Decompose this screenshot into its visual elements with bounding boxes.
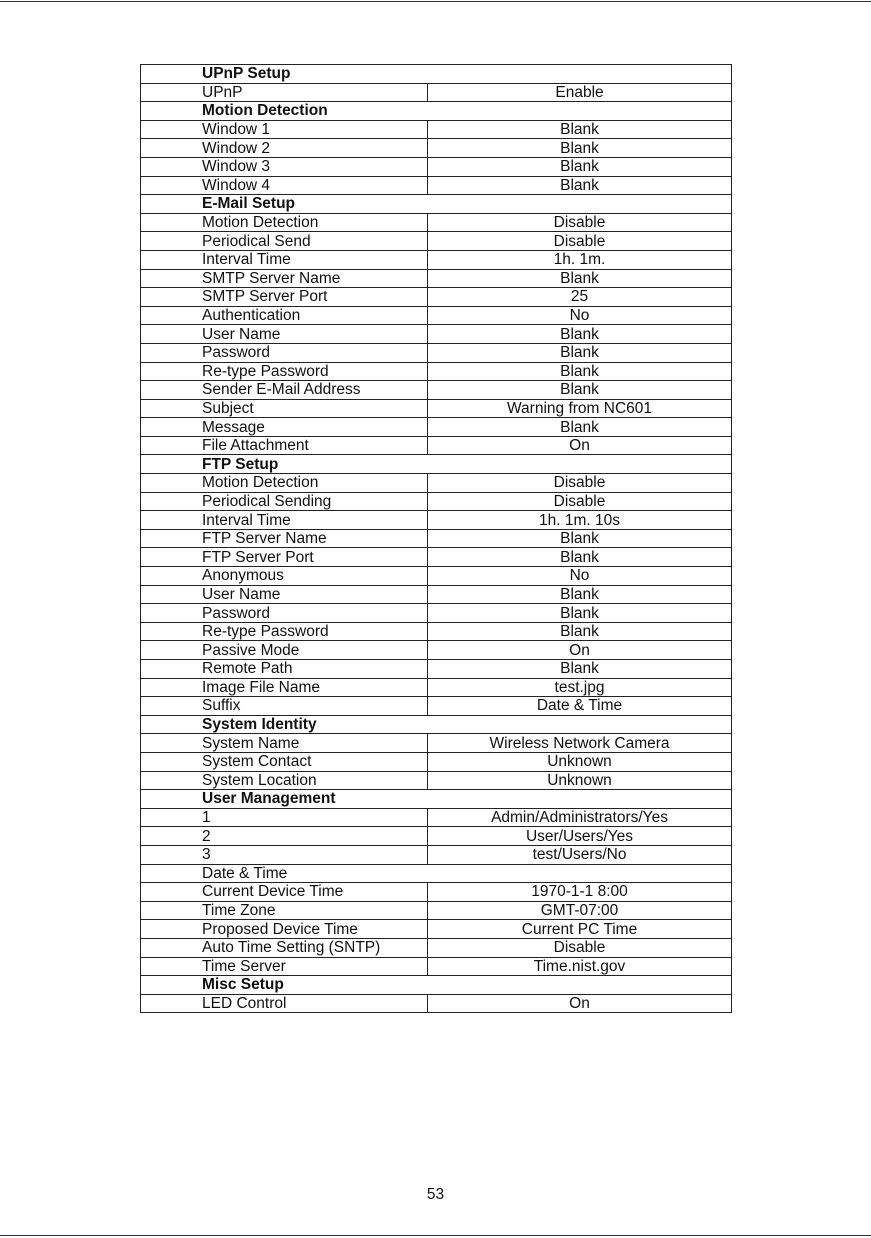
- table-row: [141, 325, 732, 344]
- table-row: [141, 938, 732, 957]
- setting-value: Blank: [428, 660, 732, 679]
- setting-value: Unknown: [428, 752, 732, 771]
- table-row: [141, 250, 732, 269]
- setting-label: Image File Name: [141, 678, 428, 697]
- table-row: [141, 492, 732, 511]
- table-row: [141, 827, 732, 846]
- table-row: [141, 808, 732, 827]
- table-row: [141, 622, 732, 641]
- setting-value: Date & Time: [428, 697, 732, 716]
- section-title: Date & Time: [141, 864, 732, 883]
- page-number: 53: [426, 1186, 445, 1203]
- table-row: [141, 734, 732, 753]
- setting-label: Window 4: [141, 176, 428, 195]
- setting-label: SMTP Server Port: [141, 288, 428, 307]
- table-row: [141, 660, 732, 679]
- setting-label: Proposed Device Time: [141, 920, 428, 939]
- setting-value: Blank: [428, 269, 732, 288]
- setting-label: Time Zone: [141, 901, 428, 920]
- setting-label: Periodical Sending: [141, 492, 428, 511]
- setting-value: Blank: [428, 343, 732, 362]
- table-row: [141, 139, 732, 158]
- setting-label: Window 3: [141, 157, 428, 176]
- section-header-row: [141, 976, 732, 995]
- table-row: [141, 845, 732, 864]
- setting-label: System Name: [141, 734, 428, 753]
- setting-value: Blank: [428, 362, 732, 381]
- setting-label: Interval Time: [141, 511, 428, 530]
- table-row: [141, 957, 732, 976]
- table-row: [141, 362, 732, 381]
- section-header-row: [141, 790, 732, 809]
- setting-label: 3: [141, 845, 428, 864]
- setting-label: Motion Detection: [141, 474, 428, 493]
- setting-label: Subject: [141, 399, 428, 418]
- setting-label: Password: [141, 343, 428, 362]
- table-row: [141, 399, 732, 418]
- bottom-rule: [0, 1235, 871, 1236]
- setting-value: On: [428, 994, 732, 1013]
- table-row: [141, 511, 732, 530]
- setting-value: Blank: [428, 585, 732, 604]
- section-title: Misc Setup: [141, 976, 732, 995]
- setting-label: Current Device Time: [141, 883, 428, 902]
- table-row: [141, 604, 732, 623]
- table-row: [141, 436, 732, 455]
- setting-value: User/Users/Yes: [428, 827, 732, 846]
- setting-label: UPnP: [141, 83, 428, 102]
- setting-value: Admin/Administrators/Yes: [428, 808, 732, 827]
- table-row: [141, 418, 732, 437]
- setting-label: User Name: [141, 325, 428, 344]
- setting-value: Disable: [428, 213, 732, 232]
- table-row: [141, 641, 732, 660]
- setting-value: Time.nist.gov: [428, 957, 732, 976]
- setting-label: User Name: [141, 585, 428, 604]
- setting-value: Blank: [428, 418, 732, 437]
- setting-label: SMTP Server Name: [141, 269, 428, 288]
- setting-value: test.jpg: [428, 678, 732, 697]
- setting-value: Blank: [428, 157, 732, 176]
- section-title: E-Mail Setup: [141, 195, 732, 214]
- table-row: [141, 288, 732, 307]
- setting-label: Sender E-Mail Address: [141, 381, 428, 400]
- setting-value: Blank: [428, 548, 732, 567]
- setting-value: 1970-1-1 8:00: [428, 883, 732, 902]
- setting-label: Remote Path: [141, 660, 428, 679]
- section-header-row: [141, 715, 732, 734]
- setting-value: GMT-07:00: [428, 901, 732, 920]
- setting-value: test/Users/No: [428, 845, 732, 864]
- table-row: [141, 771, 732, 790]
- table-row: [141, 901, 732, 920]
- setting-label: Periodical Send: [141, 232, 428, 251]
- table-row: [141, 678, 732, 697]
- section-title: User Management: [141, 790, 732, 809]
- table-row: [141, 567, 732, 586]
- setting-value: No: [428, 306, 732, 325]
- setting-value: Blank: [428, 381, 732, 400]
- setting-label: Message: [141, 418, 428, 437]
- setting-label: Passive Mode: [141, 641, 428, 660]
- table-row: [141, 585, 732, 604]
- setting-label: Password: [141, 604, 428, 623]
- setting-value: Disable: [428, 938, 732, 957]
- setting-label: System Location: [141, 771, 428, 790]
- table-row: [141, 306, 732, 325]
- setting-label: Authentication: [141, 306, 428, 325]
- setting-label: Motion Detection: [141, 213, 428, 232]
- setting-value: Blank: [428, 622, 732, 641]
- setting-label: Time Server: [141, 957, 428, 976]
- section-title: System Identity: [141, 715, 732, 734]
- setting-value: Blank: [428, 529, 732, 548]
- setting-value: On: [428, 641, 732, 660]
- section-title: Motion Detection: [141, 102, 732, 121]
- setting-value: 25: [428, 288, 732, 307]
- setting-value: Wireless Network Camera: [428, 734, 732, 753]
- table-row: [141, 752, 732, 771]
- setting-label: Interval Time: [141, 250, 428, 269]
- setting-value: Warning from NC601: [428, 399, 732, 418]
- setting-label: 2: [141, 827, 428, 846]
- setting-value: 1h. 1m. 10s: [428, 511, 732, 530]
- table-row: [141, 120, 732, 139]
- settings-table-body: [141, 65, 732, 1013]
- top-rule: [0, 1, 871, 2]
- section-title: UPnP Setup: [141, 65, 732, 84]
- setting-value: Enable: [428, 83, 732, 102]
- setting-label: Anonymous: [141, 567, 428, 586]
- setting-value: Unknown: [428, 771, 732, 790]
- setting-label: System Contact: [141, 752, 428, 771]
- setting-value: Blank: [428, 604, 732, 623]
- setting-value: Blank: [428, 325, 732, 344]
- table-row: [141, 548, 732, 567]
- table-row: [141, 269, 732, 288]
- setting-label: Re-type Password: [141, 362, 428, 381]
- setting-value: 1h. 1m.: [428, 250, 732, 269]
- setting-value: Disable: [428, 232, 732, 251]
- setting-value: No: [428, 567, 732, 586]
- section-header-row: [141, 102, 732, 121]
- setting-value: On: [428, 436, 732, 455]
- setting-value: Blank: [428, 139, 732, 158]
- section-title: FTP Setup: [141, 455, 732, 474]
- settings-table: [140, 64, 732, 1013]
- setting-label: Suffix: [141, 697, 428, 716]
- setting-value: Blank: [428, 176, 732, 195]
- table-row: [141, 474, 732, 493]
- section-header-row: [141, 864, 732, 883]
- table-row: [141, 343, 732, 362]
- setting-label: FTP Server Port: [141, 548, 428, 567]
- setting-value: Current PC Time: [428, 920, 732, 939]
- setting-label: 1: [141, 808, 428, 827]
- table-row: [141, 883, 732, 902]
- table-row: [141, 213, 732, 232]
- table-row: [141, 381, 732, 400]
- setting-label: LED Control: [141, 994, 428, 1013]
- setting-label: FTP Server Name: [141, 529, 428, 548]
- table-row: [141, 157, 732, 176]
- section-header-row: [141, 195, 732, 214]
- setting-label: Auto Time Setting (SNTP): [141, 938, 428, 957]
- setting-value: Disable: [428, 492, 732, 511]
- table-row: [141, 232, 732, 251]
- table-row: [141, 994, 732, 1013]
- section-header-row: [141, 455, 732, 474]
- setting-value: Blank: [428, 120, 732, 139]
- table-row: [141, 83, 732, 102]
- table-row: [141, 697, 732, 716]
- table-row: [141, 176, 732, 195]
- setting-label: Window 2: [141, 139, 428, 158]
- setting-label: File Attachment: [141, 436, 428, 455]
- setting-value: Disable: [428, 474, 732, 493]
- setting-label: Re-type Password: [141, 622, 428, 641]
- setting-label: Window 1: [141, 120, 428, 139]
- table-row: [141, 920, 732, 939]
- section-header-row: [141, 65, 732, 84]
- table-row: [141, 529, 732, 548]
